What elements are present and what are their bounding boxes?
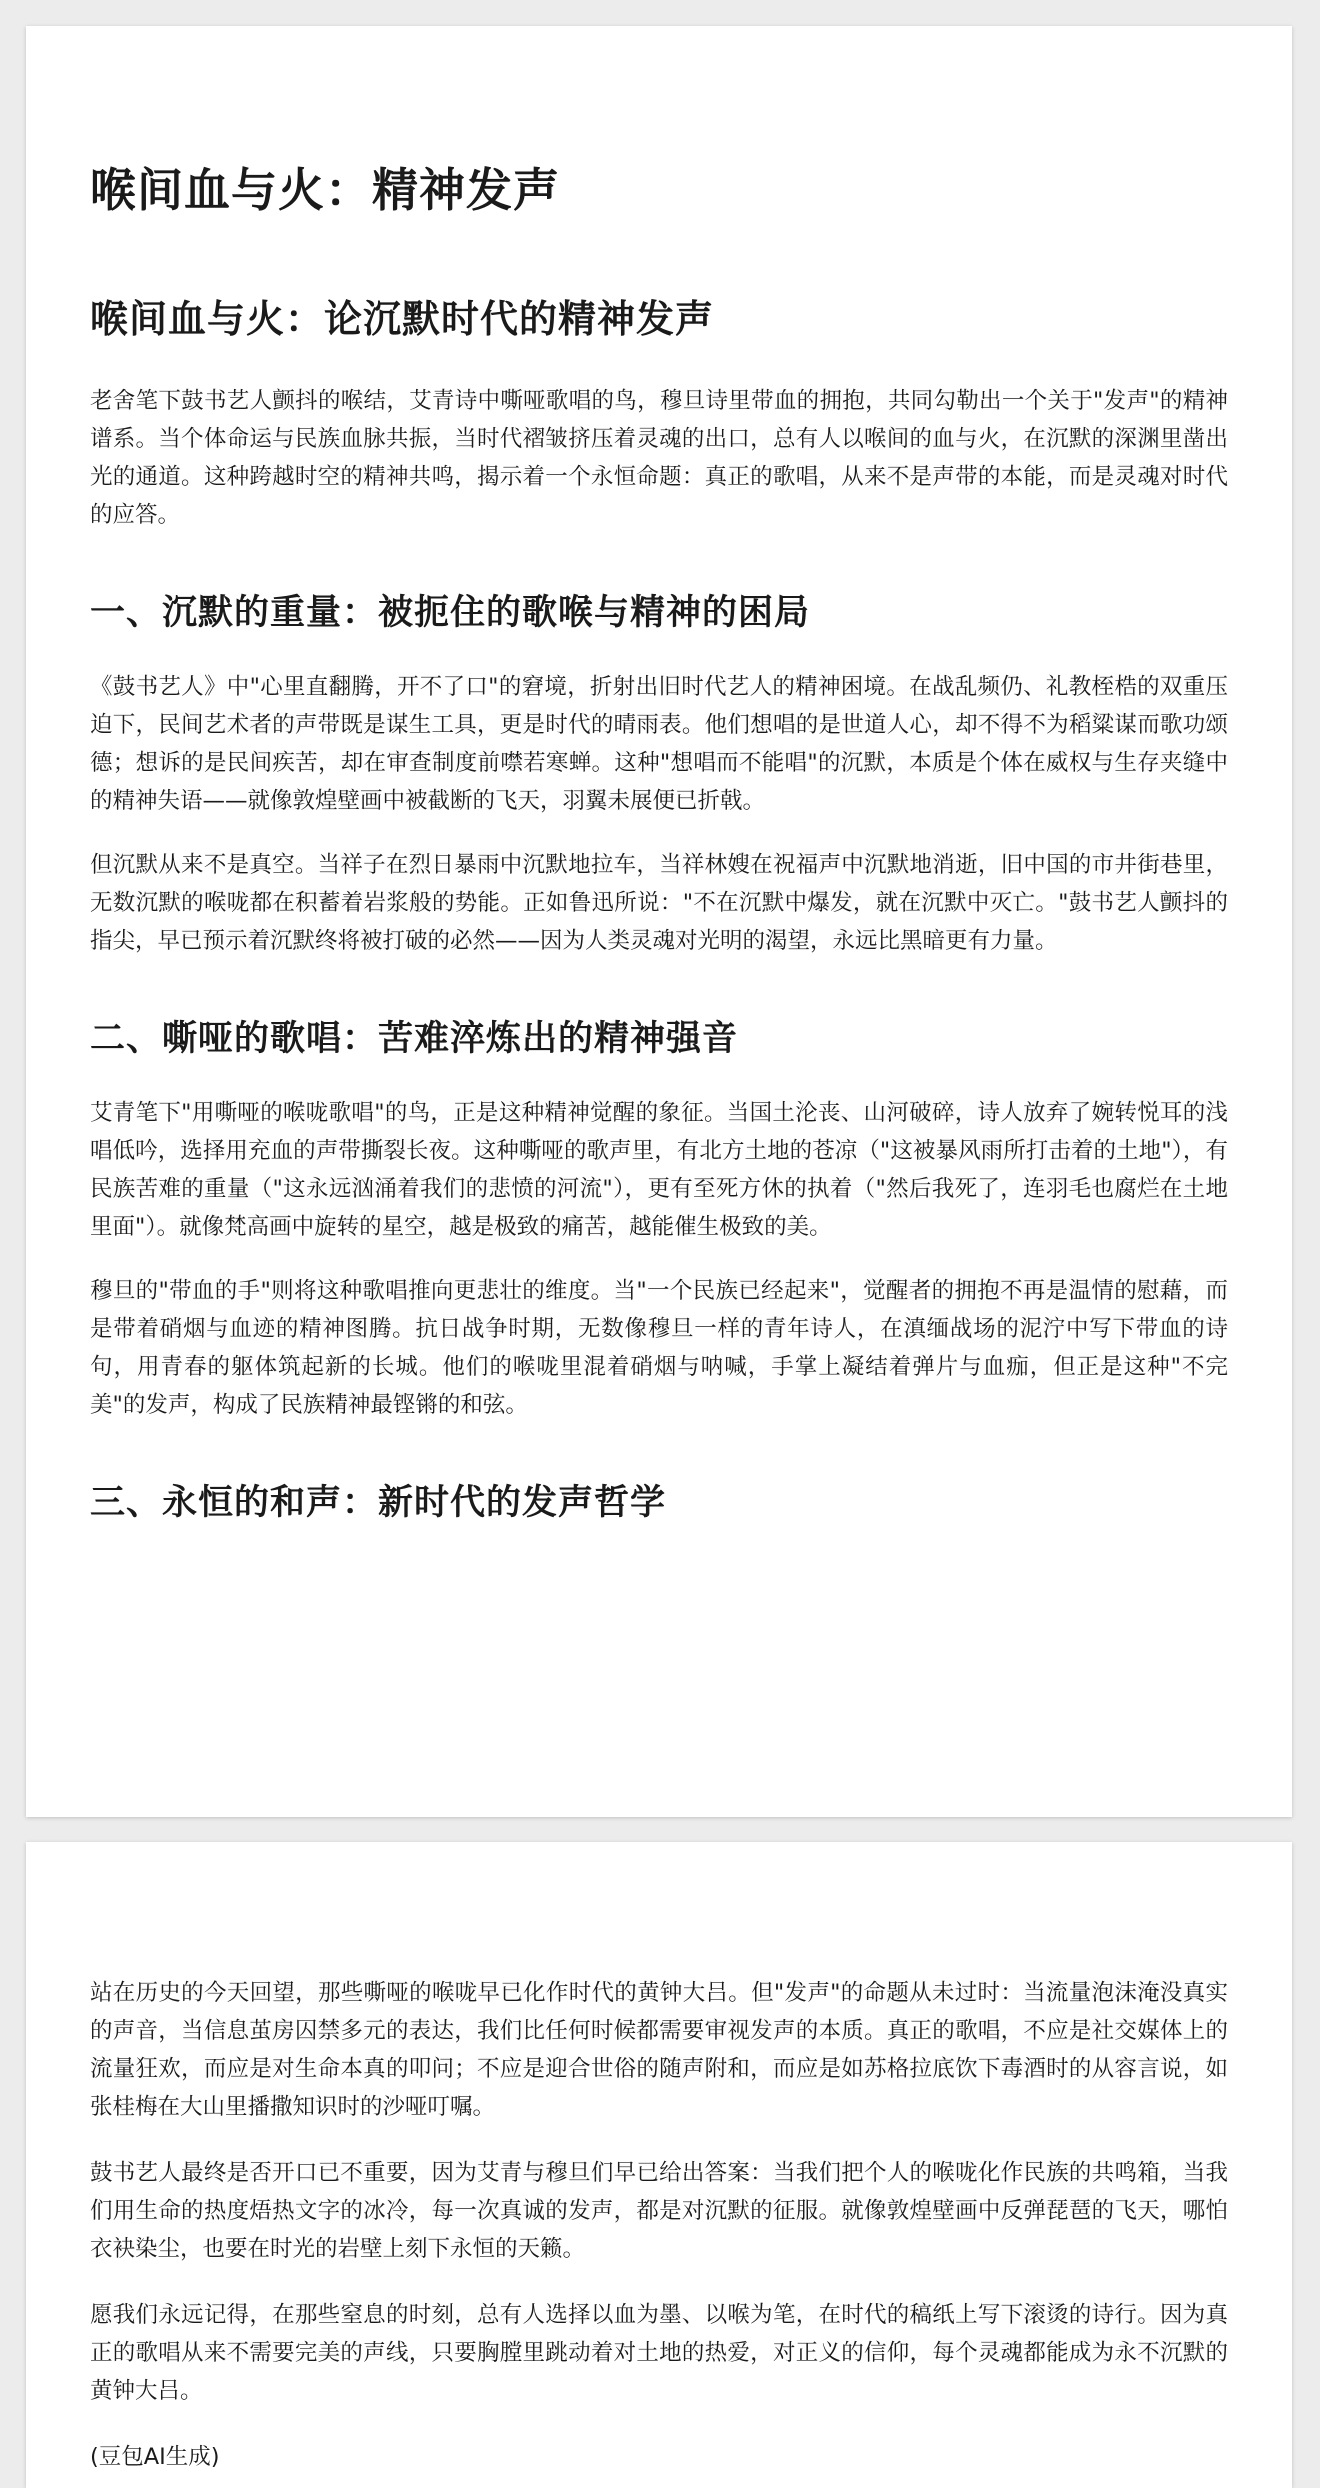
attribution-note: (豆包AI生成) xyxy=(90,2444,220,2470)
intro-paragraph: 老舍笔下鼓书艺人颤抖的喉结，艾青诗中嘶哑歌唱的鸟，穆旦诗里带血的拥抱，共同勾勒出一个关于"发声"的精神谱系。当个体命运与民族血脉共振，当时代褶皱挤压着灵魂的出口，总有人以喉间的血与火，在沉默的深渊里凿出光的通道。这种跨越时空的精神共鸣，揭示着一个永恒命题：真正的歌唱，从来不是声带的本能，而是灵魂对时代的应答。 xyxy=(90,388,1228,528)
section-2-heading: 二、嘶哑的歌唱：苦难淬炼出的精神强音 xyxy=(90,1019,739,1059)
section-2-paragraph-1: 艾青笔下"用嘶哑的喉咙歌唱"的鸟，正是这种精神觉醒的象征。当国土沦丧、山河破碎，诗人放弃了婉转悦耳的浅唱低吟，选择用充血的声带撕裂长夜。这种嘶哑的歌声里，有北方土地的苍凉（"这被暴风雨所打击着的土地"），有民族苦难的重量（"这永远汹涌着我们的悲愤的河流"），更有至死方休的执着（"然后我死了，连羽毛也腐烂在土地里面"）。就像梵高画中旋转的星空，越是极致的痛苦，越能催生极致的美。 xyxy=(90,1100,1228,1240)
section-1-paragraph-2: 但沉默从来不是真空。当祥子在烈日暴雨中沉默地拉车，当祥林嫂在祝福声中沉默地消逝，旧中国的市井街巷里，无数沉默的喉咙都在积蓄着岩浆般的势能。正如鲁迅所说："不在沉默中爆发，就在沉默中灭亡。"鼓书艺人颤抖的指尖，早已预示着沉默终将被打破的必然——因为人类灵魂对光明的渴望，永远比黑暗更有力量。 xyxy=(90,852,1228,954)
document-page-1 xyxy=(26,26,1292,1817)
section-2-paragraph-2: 穆旦的"带血的手"则将这种歌唱推向更悲壮的维度。当"一个民族已经起来"，觉醒者的拥抱不再是温情的慰藉，而是带着硝烟与血迹的精神图腾。抗日战争时期，无数像穆旦一样的青年诗人，在滇缅战场的泥泞中写下带血的诗句，用青春的躯体筑起新的长城。他们的喉咙里混着硝烟与呐喊，手掌上凝结着弹片与血痂，但正是这种"不完美"的发声，构成了民族精神最铿锵的和弦。 xyxy=(90,1278,1228,1418)
section-3-paragraph-1: 站在历史的今天回望，那些嘶哑的喉咙早已化作时代的黄钟大吕。但"发声"的命题从未过时：当流量泡沫淹没真实的声音，当信息茧房囚禁多元的表达，我们比任何时候都需要审视发声的本质。真正的歌唱，不应是社交媒体上的流量狂欢，而应是对生命本真的叩问；不应是迎合世俗的随声附和，而应是如苏格拉底饮下毒酒时的从容言说，如张桂梅在大山里播撒知识时的沙哑叮嘱。 xyxy=(90,1980,1228,2120)
section-1-heading: 一、沉默的重量：被扼住的歌喉与精神的困局 xyxy=(90,593,811,633)
section-3-heading: 三、永恒的和声：新时代的发声哲学 xyxy=(90,1483,667,1523)
essay-title: 喉间血与火：论沉默时代的精神发声 xyxy=(90,297,715,341)
section-3-paragraph-3: 愿我们永远记得，在那些窒息的时刻，总有人选择以血为墨、以喉为笔，在时代的稿纸上写下滚烫的诗行。因为真正的歌唱从来不需要完美的声线，只要胸膛里跳动着对土地的热爱，对正义的信仰，每个灵魂都能成为永不沉默的黄钟大吕。 xyxy=(90,2302,1228,2404)
document-page-2 xyxy=(26,1842,1292,2488)
section-1-paragraph-1: 《鼓书艺人》中"心里直翻腾，开不了口"的窘境，折射出旧时代艺人的精神困境。在战乱频仍、礼教桎梏的双重压迫下，民间艺术者的声带既是谋生工具，更是时代的晴雨表。他们想唱的是世道人心，却不得不为稻粱谋而歌功颂德；想诉的是民间疾苦，却在审查制度前噤若寒蝉。这种"想唱而不能唱"的沉默，本质是个体在威权与生存夹缝中的精神失语——就像敦煌壁画中被截断的飞天，羽翼未展便已折戟。 xyxy=(90,674,1228,814)
document-title: 喉间血与火：精神发声 xyxy=(90,163,560,217)
section-3-paragraph-2: 鼓书艺人最终是否开口已不重要，因为艾青与穆旦们早已给出答案：当我们把个人的喉咙化作民族的共鸣箱，当我们用生命的热度焐热文字的冰冷，每一次真诚的发声，都是对沉默的征服。就像敦煌壁画中反弹琵琶的飞天，哪怕衣袂染尘，也要在时光的岩壁上刻下永恒的天籁。 xyxy=(90,2160,1228,2262)
